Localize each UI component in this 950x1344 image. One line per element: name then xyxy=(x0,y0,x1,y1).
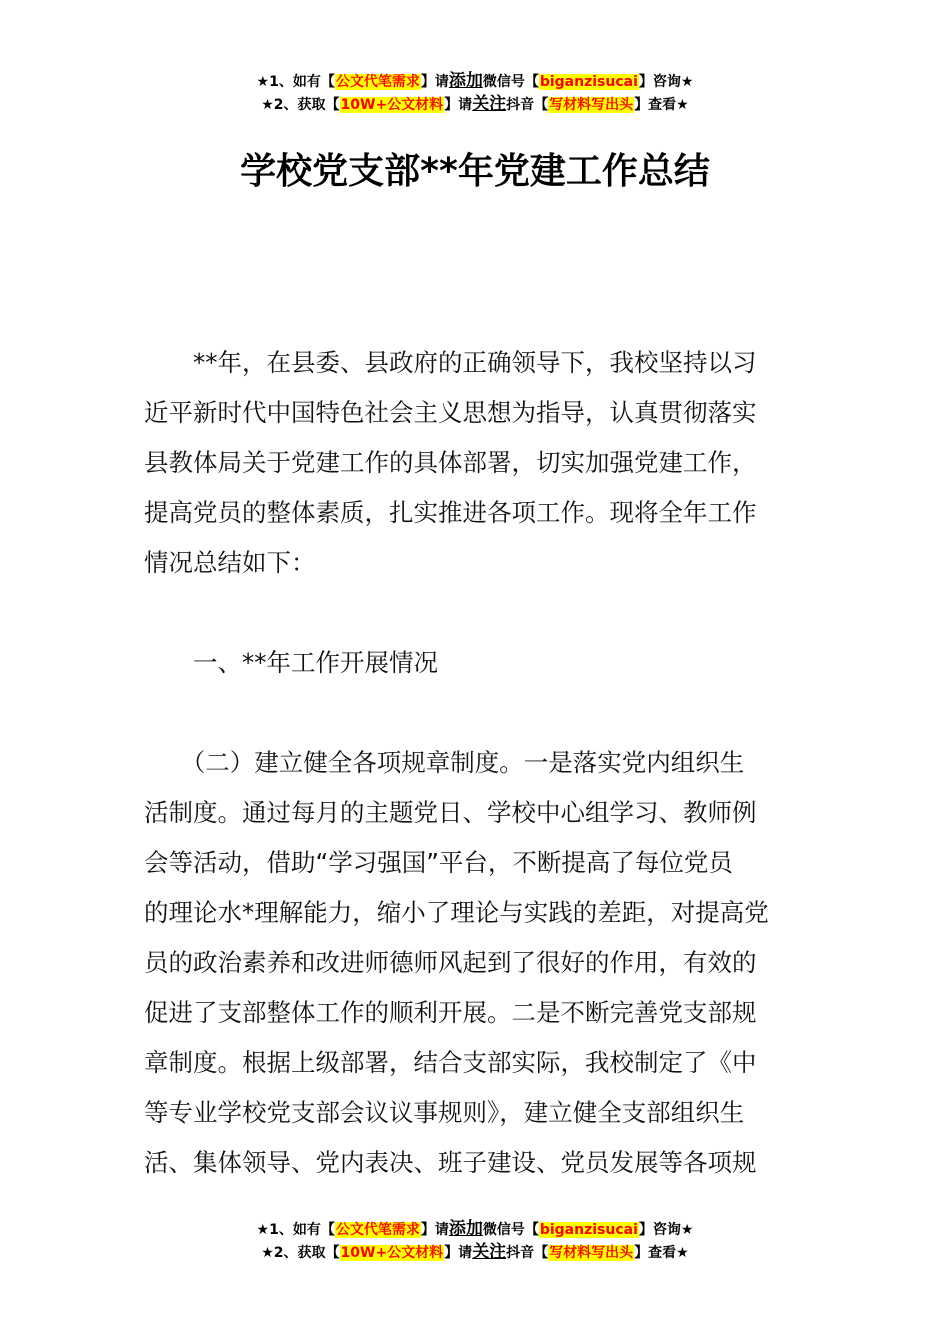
banner-underline: 添加 xyxy=(448,1219,483,1239)
banner-line-1 xyxy=(0,1218,950,1241)
banner-text: ★1、如有【 xyxy=(256,74,335,90)
text-line: 活制度。通过每月的主题党日、学校中心组学习、教师例 xyxy=(144,798,757,827)
text-line: 县教体局关于党建工作的具体部署，切实加强党建工作， xyxy=(144,448,757,477)
paragraph-intro xyxy=(144,338,808,588)
text-line: （二）建立健全各项规章制度。一是落实党内组织生 xyxy=(144,748,745,777)
text-line: 提高党员的整体素质，扎实推进各项工作。现将全年工作 xyxy=(144,498,757,527)
banner-underline: 关注 xyxy=(472,94,507,114)
banner-text: 微信号【 xyxy=(482,74,539,90)
banner-underline: 添加 xyxy=(448,71,483,91)
banner-line-2 xyxy=(0,1241,950,1264)
banner-text: 】请 xyxy=(420,1222,449,1238)
banner-text: 抖音【 xyxy=(506,1245,549,1261)
text-line: 促进了支部整体工作的顺利开展。二是不断完善党支部规 xyxy=(144,998,757,1027)
banner-line-2 xyxy=(0,93,950,116)
text-line: 情况总结如下： xyxy=(144,548,316,577)
banner-text: 】咨询★ xyxy=(638,1222,694,1238)
paragraph-rules xyxy=(144,738,808,1188)
banner-highlight: 10W+公文材料 xyxy=(340,97,444,113)
text-line: 章制度。根据上级部署，结合支部实际，我校制定了《中 xyxy=(144,1048,757,1077)
banner-highlight: 10W+公文材料 xyxy=(340,1245,444,1261)
banner-highlight: 公文代笔需求 xyxy=(335,74,420,90)
banner-text: ★2、获取【 xyxy=(261,97,340,113)
text-line: 等专业学校党支部会议议事规则》，建立健全支部组织生 xyxy=(144,1098,745,1127)
banner-highlight: 写材料写出头 xyxy=(549,1245,634,1261)
banner-highlight: 写材料写出头 xyxy=(549,97,634,113)
banner-highlight: 公文代笔需求 xyxy=(335,1222,420,1238)
banner-text: 】请 xyxy=(420,74,449,90)
text-line: 会等活动，借助“学习强国”平台，不断提高了每位党员 xyxy=(144,848,733,877)
banner-highlight: biganzisucai xyxy=(539,1222,638,1238)
banner-text: ★2、获取【 xyxy=(261,1245,340,1261)
banner-text: 微信号【 xyxy=(482,1222,539,1238)
heading-text: 一、**年工作开展情况 xyxy=(144,648,438,677)
document-title: 学校党支部**年党建工作总结 xyxy=(240,151,710,192)
banner-text: ★1、如有【 xyxy=(256,1222,335,1238)
banner-line-1 xyxy=(0,70,950,93)
banner-text: 】查看★ xyxy=(634,97,689,113)
text-line: 近平新时代中国特色社会主义思想为指导，认真贯彻落实 xyxy=(144,398,757,427)
banner-text: 抖音【 xyxy=(506,97,549,113)
banner-text: 】请 xyxy=(444,1245,473,1261)
banner-text: 】查看★ xyxy=(634,1245,689,1261)
banner-text: 】请 xyxy=(444,97,473,113)
header-banner xyxy=(0,70,950,116)
banner-highlight: biganzisucai xyxy=(539,74,638,90)
text-line: 的理论水*理解能力，缩小了理论与实践的差距，对提高党 xyxy=(144,898,769,927)
footer-banner xyxy=(0,1218,950,1264)
banner-underline: 关注 xyxy=(472,1242,507,1262)
banner-text: 】咨询★ xyxy=(638,74,694,90)
text-line: 员的政治素养和改进师德师风起到了很好的作用，有效的 xyxy=(144,948,757,977)
text-line: **年，在县委、县政府的正确领导下，我校坚持以习 xyxy=(144,348,757,377)
section-heading xyxy=(144,638,808,688)
text-line: 活、集体领导、党内表决、班子建设、党员发展等各项规 xyxy=(144,1148,757,1177)
